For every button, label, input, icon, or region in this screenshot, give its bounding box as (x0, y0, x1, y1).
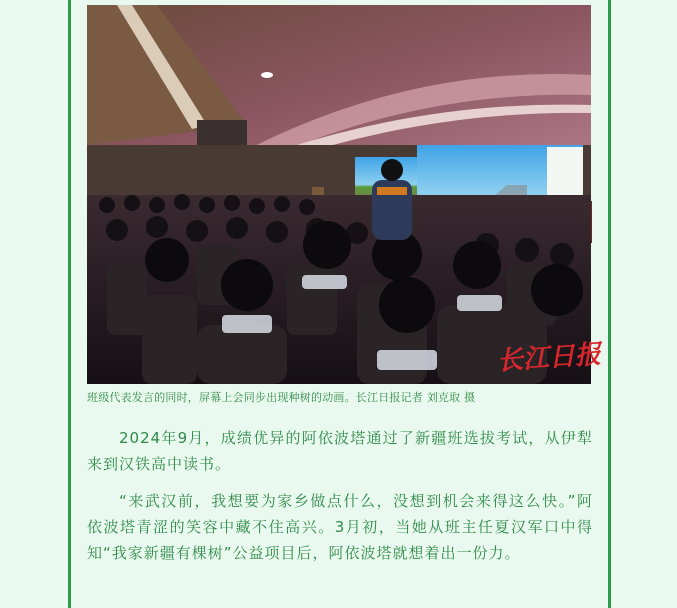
article-paragraph (87, 488, 593, 566)
paragraph-text: “来武汉前，我想要为家乡做点什么，没想到机会来得这么快。”阿依波塔青涩的笑容中藏不住高兴。3月初，当她从班主任夏汉军口中得知“我家新疆有棵树”公益项目后，阿依波塔就想着出一份力。 (87, 492, 593, 562)
article-paragraph (87, 425, 593, 477)
paragraph-text: 2024年9月，成绩优异的阿依波塔通过了新疆班选拔考试，从伊犁来到汉铁高中读书。 (87, 429, 593, 473)
auditorium-image (87, 5, 602, 384)
article-photo (87, 5, 602, 384)
photo-watermark: 长江日报 (495, 339, 602, 377)
photo-caption: 班级代表发言的同时，屏幕上会同步出现种树的动画。长江日报记者 刘克取 摄 (87, 391, 476, 404)
